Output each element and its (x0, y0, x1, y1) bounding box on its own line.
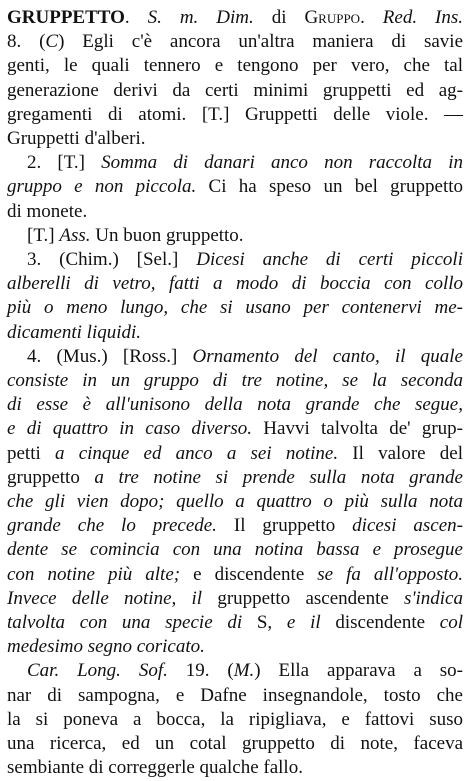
definition: consiste in un gruppo di tre notine, se la seconda (7, 370, 463, 392)
definition: di esse è all'unisono della nota grande che segue, (7, 394, 463, 416)
entry-line-2 (7, 30, 463, 54)
sense-2-line-1 (7, 151, 463, 175)
text: gruppetto (7, 466, 95, 488)
definition: gruppo e non piccola. (7, 176, 197, 198)
definition: se comincia con una notina bassa e prosegue (48, 539, 463, 561)
text: 19. ( (167, 660, 234, 682)
sense-4-line-3 (7, 393, 463, 417)
definition: col (439, 612, 463, 634)
sense-4-line-7 (7, 490, 463, 514)
text: S, (242, 612, 287, 634)
definition: Dicesi anche di certi piccoli (196, 249, 463, 271)
text: . (124, 7, 148, 28)
entry-line-4: generazione derivi da certi minimi gruppetti ed ag- (7, 79, 463, 101)
source-citation: Red. Ins. (382, 7, 464, 28)
citation-line-1 (7, 659, 463, 683)
definition: Ornamento del canto, il quale (192, 345, 463, 367)
sense-number: 3. (Chim.) [Sel.] (27, 249, 197, 271)
definition: con notine più alte; (7, 563, 181, 585)
grammar-label: S. m. Dim. (147, 7, 254, 28)
text: gruppetto (262, 515, 336, 537)
sense-3-line-2 (7, 272, 463, 296)
definition: medesimo segno coricato. (7, 636, 205, 658)
sense-4-line-11 (7, 587, 463, 611)
sense-3-line-4 (7, 321, 463, 345)
text: discendente (320, 612, 440, 634)
text: ) Egli c'è ancora un'altra maniera di savie (58, 31, 464, 53)
citation-source: Car. Long. Sof. (27, 660, 168, 682)
text: gruppetto ascendente (202, 587, 405, 609)
grammar-label: Ass. (59, 224, 91, 246)
text: Il (216, 515, 263, 537)
sense-number: 4. (Mus.) [Ross.] (27, 345, 193, 367)
definition: a tre notine si prende sulla nota grande (94, 466, 463, 488)
headword: GRUPPETTO (7, 7, 125, 28)
text: di (253, 7, 305, 28)
definition: dente (7, 539, 49, 561)
citation-line-3: la si poneva a bocca, la ripigliava, e fattovi suso (7, 708, 463, 730)
example: Un buon gruppetto. (90, 224, 244, 246)
sense-2-line-2 (7, 175, 463, 199)
entry-line-5: gregamenti di atomi. [T.] Gruppetti delle viole. — (7, 103, 463, 125)
citation-line-4: una ricerca, ed un cotal gruppetto di note, faceva (7, 733, 463, 755)
text: Havvi talvolta de' grup- (252, 418, 463, 440)
text: e discendente (180, 563, 318, 585)
sense-4-line-5 (7, 442, 463, 466)
entry-line-3: genti, le quali tennero e tengono per vero, che tal (7, 55, 463, 77)
definition: se fa all'opposto. (317, 563, 463, 585)
cross-reference: Gruppo (304, 7, 361, 28)
text: . (360, 7, 383, 28)
sense-2-line-3: di monete. (7, 200, 88, 222)
sense-4-line-13 (7, 635, 463, 659)
citation-line-5: sembiante di correggerle qualche fallo. (7, 757, 303, 779)
text: C (45, 31, 59, 53)
definition: grande che lo precede. (7, 515, 217, 537)
citation-line-2: nar di sampogna, e Dafne insegnandole, tosto che (7, 684, 463, 706)
text: petti (7, 442, 55, 464)
definition: a cinque ed anco a sei notine. (54, 442, 339, 464)
sense-3-line-3 (7, 296, 463, 320)
definition: talvolta con una specie di (7, 612, 243, 634)
definition: Somma di danari anco non raccolta in (101, 152, 463, 174)
sense-4-line-1 (7, 345, 463, 369)
entry-line-1 (7, 6, 463, 30)
sense-3-line-1 (7, 248, 463, 272)
example: Ci ha speso un bel gruppetto (196, 176, 463, 198)
sense-4-line-6 (7, 466, 463, 490)
text: Il valore del (338, 442, 464, 464)
definition: alberelli di vetro, fatti a modo di boccia con collo (7, 273, 463, 295)
entry-line-6: Gruppetti d'alberi. (7, 128, 146, 150)
sense-number: 2. [T.] (27, 152, 102, 174)
sense-4-line-10 (7, 563, 463, 587)
definition: e di quattro in caso diverso. (7, 418, 253, 440)
text: M. (233, 660, 255, 682)
text: [T.] (27, 224, 60, 246)
text: 8. ( (7, 31, 46, 53)
definition: Invece delle notine, il (7, 587, 203, 609)
sense-4-line-9 (7, 538, 463, 562)
definition: s'indica (404, 587, 463, 609)
definition: che gli vien dopo; quello a quattro o più sulla nota (7, 491, 463, 513)
sense-4-line-2 (7, 369, 463, 393)
sense-4-line-12 (7, 611, 463, 635)
definition: dicamenti liquidi. (7, 321, 142, 343)
sense-4-line-4 (7, 417, 463, 441)
definition: dicesi ascen- (335, 515, 463, 537)
sense-4-line-8 (7, 514, 463, 538)
citation-text: ) Ella apparava a so- (254, 660, 464, 682)
definition: e il (286, 612, 321, 634)
definition: più o meno lungo, che si usano per contenervi me- (7, 297, 463, 319)
sense-2b-line (7, 224, 463, 248)
